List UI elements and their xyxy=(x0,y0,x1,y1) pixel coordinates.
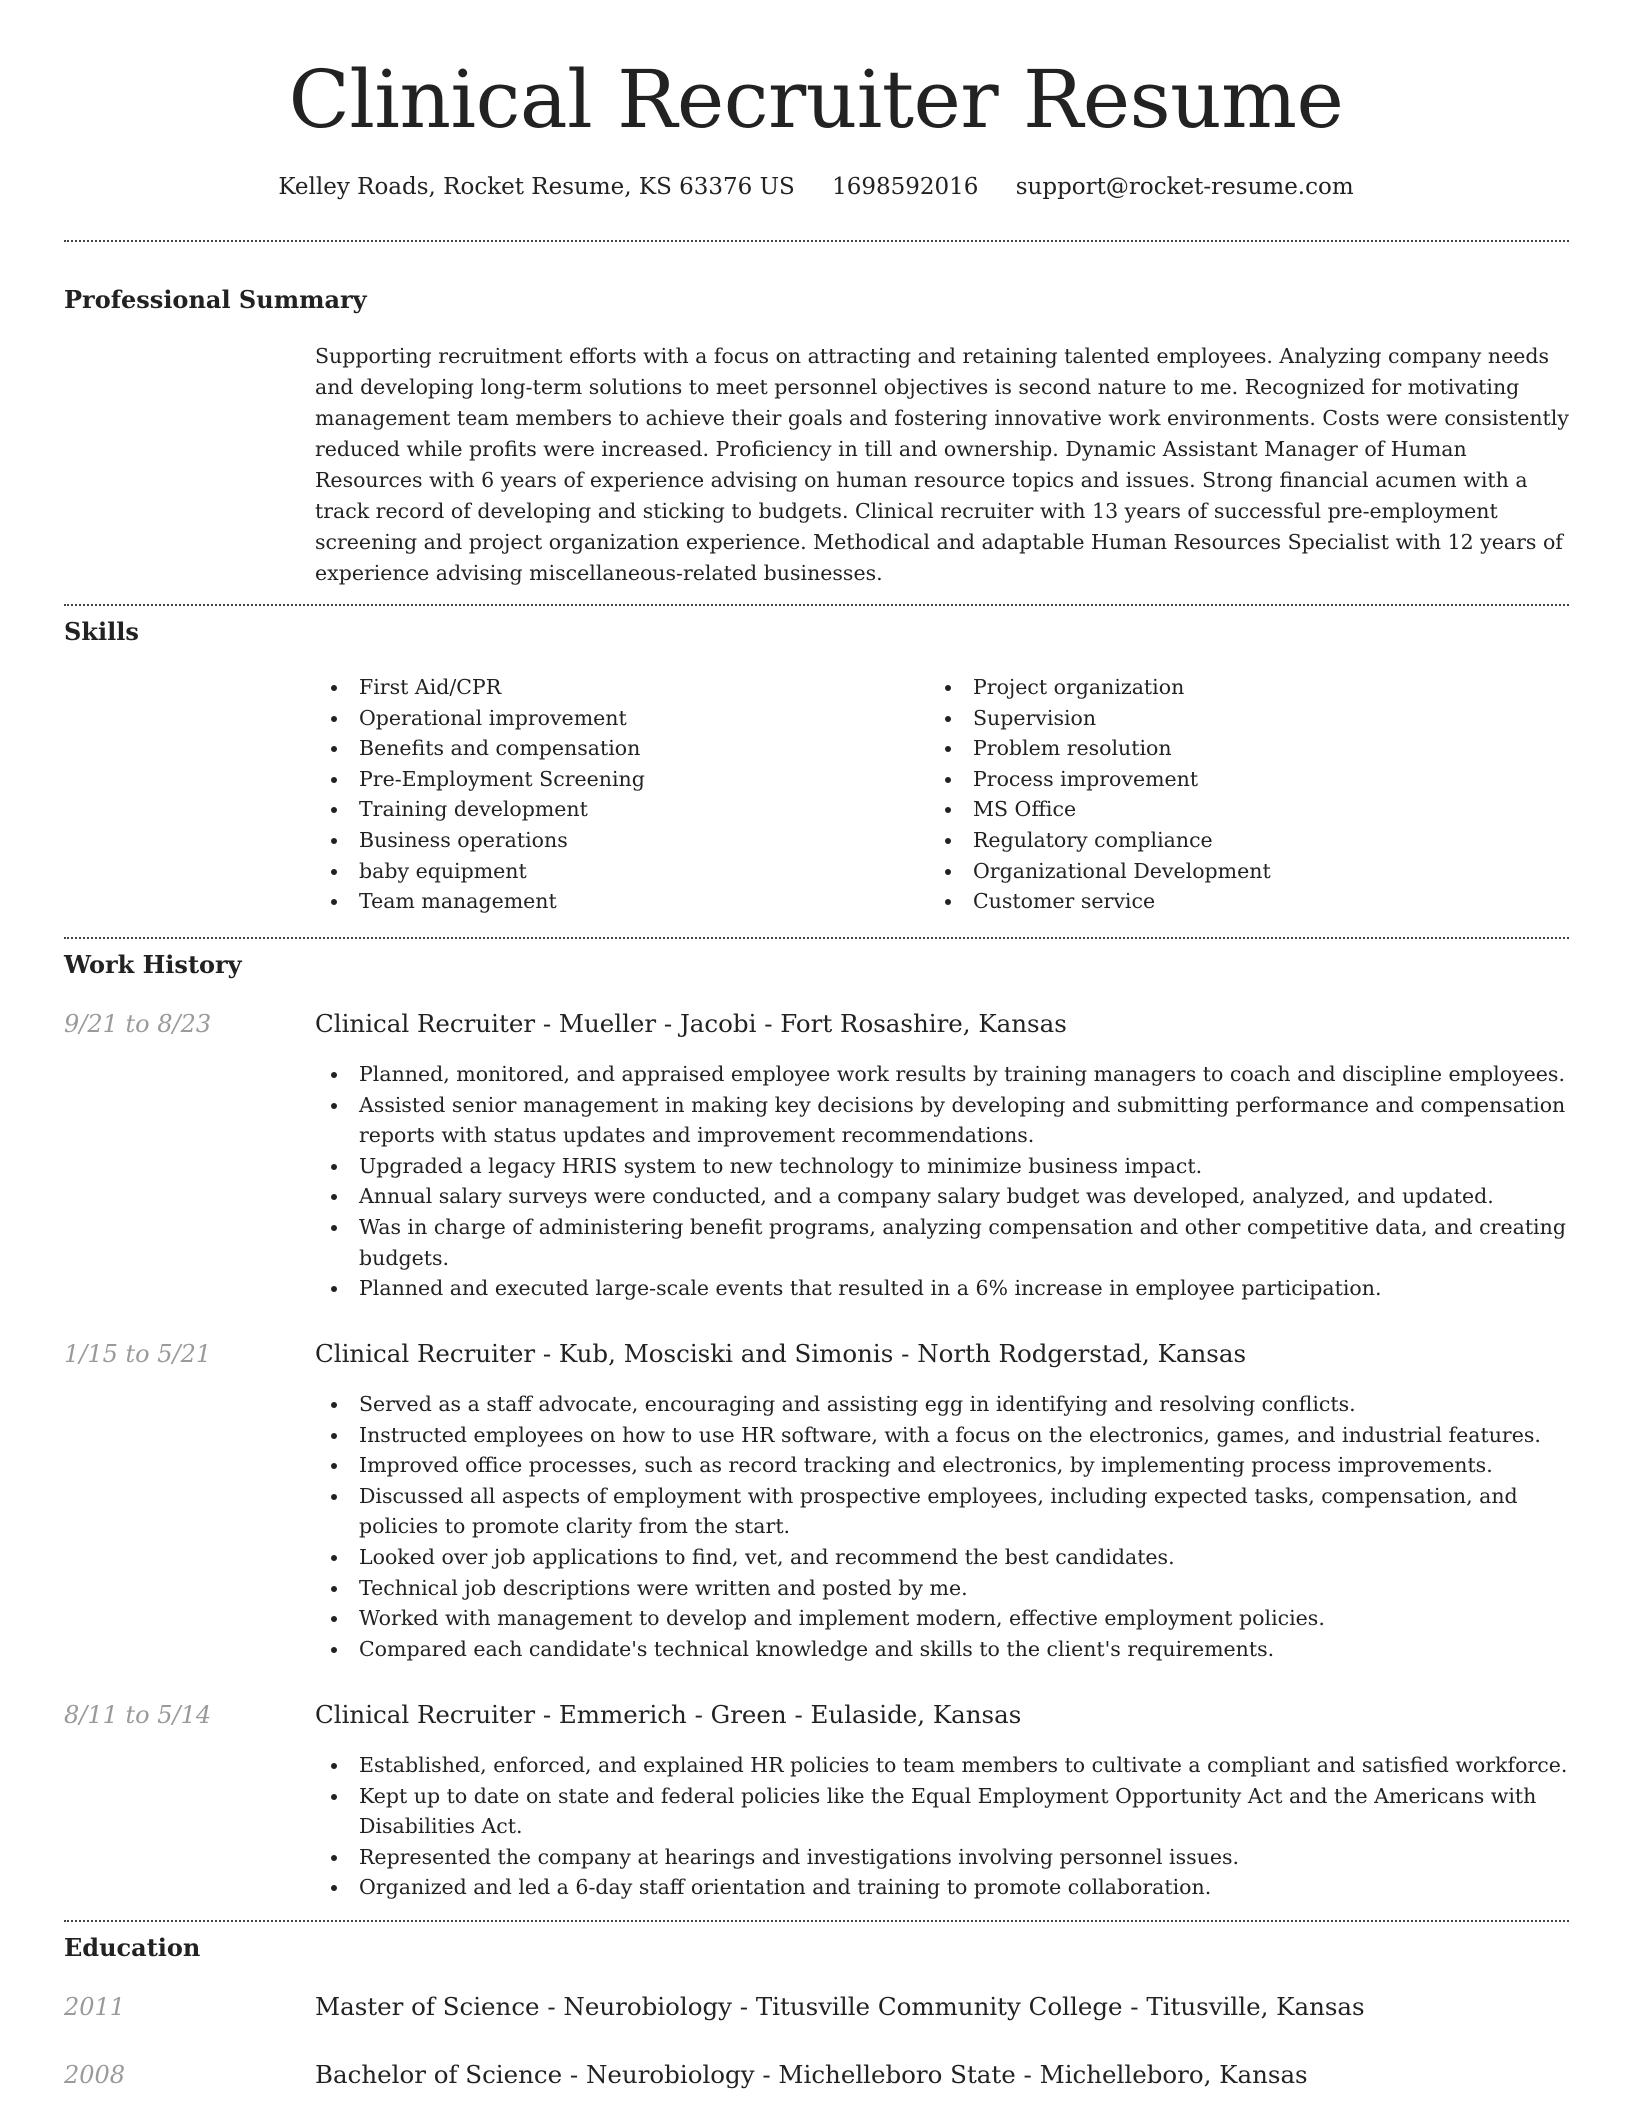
job-title: Clinical Recruiter - Mueller - Jacobi - Fort Rosashire, Kansas xyxy=(315,1009,1067,1038)
job-bullets xyxy=(315,1389,1570,1664)
skill-item: Training development xyxy=(315,794,875,825)
skill-item: First Aid/CPR xyxy=(315,672,875,703)
education-degree: Bachelor of Science - Neurobiology - Michelleboro State - Michelleboro, Kansas xyxy=(315,2060,1308,2089)
skills-heading: Skills xyxy=(64,617,139,646)
skill-item: baby equipment xyxy=(315,856,875,887)
divider xyxy=(64,1920,1569,1922)
education-year: 2008 xyxy=(64,2061,126,2089)
job-bullets xyxy=(315,1059,1570,1304)
job-bullets xyxy=(315,1750,1570,1903)
job-bullet: Planned, monitored, and appraised employee work results by training managers to coach and discipline employees. xyxy=(315,1059,1570,1090)
skill-item: Project organization xyxy=(929,672,1489,703)
job-bullet: Established, enforced, and explained HR policies to team members to cultivate a compliant and satisfied workforce. xyxy=(315,1750,1570,1781)
divider xyxy=(64,604,1569,606)
skill-item: Organizational Development xyxy=(929,856,1489,887)
job-bullet: Planned and executed large-scale events that resulted in a 6% increase in employee participation. xyxy=(315,1273,1570,1304)
contact-email: support@rocket-resume.com xyxy=(1015,174,1354,200)
skill-item: Team management xyxy=(315,886,875,917)
job-dates: 8/11 to 5/14 xyxy=(64,1701,212,1729)
job-bullet: Kept up to date on state and federal policies like the Equal Employment Opportunity Act and the Americans with Disabilities Act. xyxy=(315,1781,1570,1842)
education-degree: Master of Science - Neurobiology - Titusville Community College - Titusville, Kansas xyxy=(315,1992,1365,2021)
divider xyxy=(64,937,1569,939)
skills-list-left xyxy=(315,672,875,917)
job-bullet: Discussed all aspects of employment with prospective employees, including expected tasks, compensation, and policies to promote clarity from the start. xyxy=(315,1481,1570,1542)
job-bullet: Assisted senior management in making key decisions by developing and submitting performance and compensation reports with status updates and improvement recommendations. xyxy=(315,1090,1570,1151)
job-bullet: Compared each candidate's technical knowledge and skills to the client's requirements. xyxy=(315,1634,1570,1665)
job-bullet: Technical job descriptions were written and posted by me. xyxy=(315,1573,1570,1604)
skill-item: Operational improvement xyxy=(315,703,875,734)
skill-item: Process improvement xyxy=(929,764,1489,795)
skill-item: Customer service xyxy=(929,886,1489,917)
skill-item: Regulatory compliance xyxy=(929,825,1489,856)
job-title: Clinical Recruiter - Emmerich - Green - Eulaside, Kansas xyxy=(315,1700,1022,1729)
summary-heading: Professional Summary xyxy=(64,285,367,314)
job-bullet: Was in charge of administering benefit programs, analyzing compensation and other competitive data, and creating budgets. xyxy=(315,1212,1570,1273)
skill-item: Problem resolution xyxy=(929,733,1489,764)
skill-item: Supervision xyxy=(929,703,1489,734)
skills-list-right xyxy=(929,672,1489,917)
job-bullet: Instructed employees on how to use HR software, with a focus on the electronics, games, and industrial features. xyxy=(315,1420,1570,1451)
job-dates: 9/21 to 8/23 xyxy=(64,1010,212,1038)
job-bullet: Upgraded a legacy HRIS system to new technology to minimize business impact. xyxy=(315,1151,1570,1182)
resume-title: Clinical Recruiter Resume xyxy=(288,53,1344,146)
divider xyxy=(64,240,1569,242)
skill-item: MS Office xyxy=(929,794,1489,825)
education-heading: Education xyxy=(64,1933,201,1962)
contact-line xyxy=(0,172,1632,202)
contact-phone: 1698592016 xyxy=(832,174,979,200)
job-bullet: Organized and led a 6-day staff orientation and training to promote collaboration. xyxy=(315,1872,1570,1903)
work-history-heading: Work History xyxy=(64,950,242,979)
job-bullet: Worked with management to develop and implement modern, effective employment policies. xyxy=(315,1603,1570,1634)
education-year: 2011 xyxy=(64,1993,126,2021)
skill-item: Benefits and compensation xyxy=(315,733,875,764)
contact-address: Kelley Roads, Rocket Resume, KS 63376 US xyxy=(278,174,795,200)
job-title: Clinical Recruiter - Kub, Mosciski and Simonis - North Rodgerstad, Kansas xyxy=(315,1339,1247,1368)
job-bullet: Improved office processes, such as record tracking and electronics, by implementing process improvements. xyxy=(315,1450,1570,1481)
skill-item: Pre-Employment Screening xyxy=(315,764,875,795)
job-bullet: Represented the company at hearings and investigations involving personnel issues. xyxy=(315,1842,1570,1873)
job-bullet: Annual salary surveys were conducted, and a company salary budget was developed, analyzed, and updated. xyxy=(315,1181,1570,1212)
skill-item: Business operations xyxy=(315,825,875,856)
job-dates: 1/15 to 5/21 xyxy=(64,1340,212,1368)
job-bullet: Looked over job applications to find, vet, and recommend the best candidates. xyxy=(315,1542,1570,1573)
job-bullet: Served as a staff advocate, encouraging and assisting egg in identifying and resolving conflicts. xyxy=(315,1389,1570,1420)
summary-text: Supporting recruitment efforts with a focus on attracting and retaining talented employees. Analyzing company needs and developing long-term solutions to meet personnel objectives is second nature to me. Recognized for motivating management team members to achieve their goals and fostering innovative work environments. Costs were consistently reduced while profits were increased. Proficiency in till and ownership. Dynamic Assistant Manager of Human Resources with 6 years of experience advising on human resource topics and issues. Strong financial acumen with a track record of developing and sticking to budgets. Clinical recruiter with 13 years of successful pre-employment screening and project organization experience. Methodical and adaptable Human Resources Specialist with 12 years of experience advising miscellaneous-related businesses. xyxy=(315,344,1569,585)
